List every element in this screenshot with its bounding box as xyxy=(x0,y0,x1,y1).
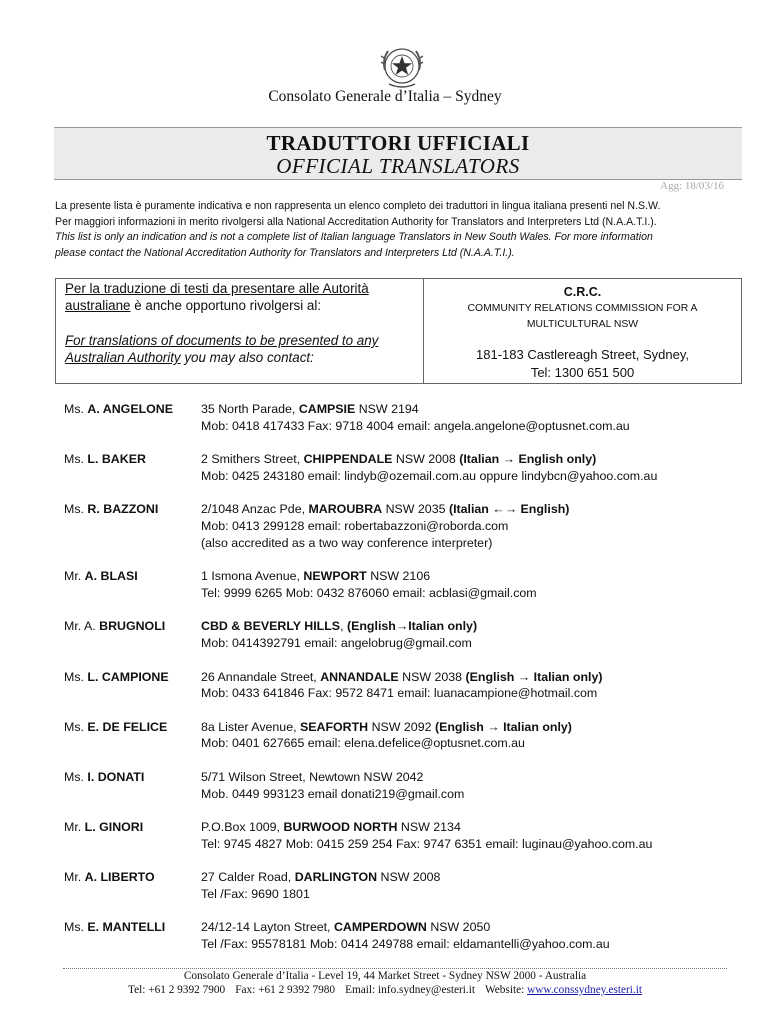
translator-address xyxy=(201,869,754,886)
translator-surname: L. GINORI xyxy=(84,820,144,835)
translator-entry xyxy=(64,401,754,434)
translator-name xyxy=(64,719,200,736)
title-banner xyxy=(54,127,742,180)
translator-surname: L. CAMPIONE xyxy=(87,669,169,684)
footer-address: Consolato Generale d’Italia - Level 19, 44 Market Street - Sydney NSW 2000 - Australia xyxy=(183,970,587,982)
translator-details xyxy=(201,501,754,551)
language-direction: (English → Italian only) xyxy=(434,719,572,734)
translator-address xyxy=(201,719,754,736)
footer-website-label: Website: xyxy=(485,984,525,996)
translator-contacts: Tel: 9999 6265 Mob: 0432 876060 email: acblasi@gmail.com xyxy=(201,585,537,600)
translator-contacts: Tel: 9745 4827 Mob: 0415 259 254 Fax: 9747 6351 email: luginau@yahoo.com.au xyxy=(201,836,653,851)
suburb: ANNANDALE xyxy=(320,669,399,684)
translator-details xyxy=(201,869,754,902)
note-en-line: you may also contact: xyxy=(180,350,314,365)
translator-surname: E. DE FELICE xyxy=(87,719,168,734)
postcode: NSW 2008 xyxy=(392,452,460,467)
updated-date: Agg: 18/03/16 xyxy=(660,180,724,192)
note-it-line: Per la traduzione di testi da presentare alle Autorità xyxy=(65,281,369,296)
translator-name xyxy=(64,568,200,585)
translator-details xyxy=(201,769,754,802)
suburb: CHIPPENDALE xyxy=(303,452,393,467)
translator-address xyxy=(201,501,754,518)
translator-entry xyxy=(64,769,754,802)
note-en-line: For translations of documents to be presented to any xyxy=(65,333,379,348)
crc-name-line: MULTICULTURAL NSW xyxy=(526,319,639,330)
address-text: P.O.Box 1009, xyxy=(201,820,284,835)
translator-details xyxy=(201,618,754,651)
translator-contacts: Mob: 0413 299128 email: robertabazzoni@roborda.com xyxy=(201,518,509,533)
address-text: 24/12-14 Layton Street, xyxy=(201,920,334,935)
address-text: 8a Lister Avenue, xyxy=(201,719,300,734)
translator-name xyxy=(64,669,200,686)
translator-address xyxy=(201,451,754,468)
address-text: 35 North Parade, xyxy=(201,402,299,416)
translator-title: Ms. xyxy=(64,452,88,467)
title-english: OFFICIAL TRANSLATORS xyxy=(276,154,520,178)
crc-name-line: COMMUNITY RELATIONS COMMISSION FOR A xyxy=(467,303,698,314)
translator-details xyxy=(201,401,754,434)
translator-address xyxy=(201,819,754,836)
translator-surname: A. BLASI xyxy=(84,569,138,584)
translator-title: Ms. xyxy=(64,502,88,517)
translator-address xyxy=(201,669,754,686)
suburb: CBD & BEVERLY HILLS xyxy=(201,619,341,634)
suburb: NEWPORT xyxy=(303,569,367,584)
translator-contacts: Mob: 0414392791 email: angelobrug@gmail.com xyxy=(201,635,472,650)
translator-title: Ms. xyxy=(64,769,88,784)
translator-entry xyxy=(64,618,754,651)
translator-note: (also accredited as a two way conference interpreter) xyxy=(201,535,493,550)
translator-entry xyxy=(64,568,754,601)
translator-surname: L. BAKER xyxy=(87,452,146,467)
translator-entry xyxy=(64,669,754,702)
translator-title: Mr. A. xyxy=(64,619,100,634)
language-direction: (Italian ←→ English) xyxy=(448,502,570,517)
suburb: MAROUBRA xyxy=(308,502,383,517)
intro-line: please contact the National Accreditation Authority for Translators and Interpreters Ltd (N.A.A.T.I.). xyxy=(55,246,515,259)
translator-title: Mr. xyxy=(64,870,85,885)
intro-line: La presente lista è puramente indicativa e non rappresenta un elenco completo dei traduttori in lingua italiana presenti nel N.S.W. xyxy=(55,200,661,212)
language-direction: (English→Italian only) xyxy=(346,619,478,634)
footer-contacts xyxy=(0,984,770,996)
translator-entry xyxy=(64,919,754,952)
crc-full-name xyxy=(424,301,741,333)
postcode: NSW 2092 xyxy=(368,719,435,734)
postcode: NSW 2008 xyxy=(377,870,441,885)
footer-website-link[interactable]: www.conssydney.esteri.it xyxy=(527,984,643,996)
language-direction: (Italian → English only) xyxy=(459,452,597,467)
translator-surname: A. LIBERTO xyxy=(84,870,155,885)
postcode: , xyxy=(340,619,347,634)
translator-details xyxy=(201,568,754,601)
translator-surname: R. BAZZONI xyxy=(87,502,159,517)
address-text: 5/71 Wilson Street, Newtown NSW 2042 xyxy=(201,769,424,784)
consulate-name: Consolato Generale d’Italia – Sydney xyxy=(268,88,502,105)
translator-title: Ms. xyxy=(64,719,88,734)
translator-title: Mr. xyxy=(64,820,85,835)
translator-name xyxy=(64,401,200,418)
footer-tel: Tel: +61 2 9392 7900 xyxy=(127,984,226,996)
translator-contacts: Mob: 0433 641846 Fax: 9572 8471 email: luanacampione@hotmail.com xyxy=(201,686,598,701)
crc-acronym: C.R.C. xyxy=(563,285,602,299)
suburb: DARLINGTON xyxy=(294,870,378,885)
translator-surname: A. ANGELONE xyxy=(87,402,173,416)
postcode: NSW 2134 xyxy=(397,820,461,835)
postcode: NSW 2106 xyxy=(366,569,431,584)
crc-street: 181-183 Castlereagh Street, Sydney, xyxy=(476,347,689,362)
address-text: 2/1048 Anzac Pde, xyxy=(201,502,309,517)
translator-name xyxy=(64,769,200,786)
translator-surname: I. DONATI xyxy=(87,769,145,784)
translator-contacts: Mob. 0449 993123 email donati219@gmail.com xyxy=(201,786,465,801)
postcode: NSW 2194 xyxy=(355,402,419,416)
translator-address xyxy=(201,919,754,936)
italian-republic-emblem-icon xyxy=(376,42,428,92)
address-text: 1 Ismona Avenue, xyxy=(201,569,304,584)
crc-note xyxy=(56,279,424,383)
translator-title: Ms. xyxy=(64,402,88,416)
translator-contacts: Mob: 0401 627665 email: elena.defelice@optusnet.com.au xyxy=(201,736,525,751)
translator-address xyxy=(201,618,754,635)
postcode: NSW 2035 xyxy=(382,502,449,517)
suburb: BURWOOD NORTH xyxy=(283,820,398,835)
footer-fax: Fax: +61 2 9392 7980 xyxy=(235,984,336,996)
note-it-line: australiane xyxy=(65,298,131,313)
postcode: NSW 2038 xyxy=(398,669,466,684)
translator-surname: E. MANTELLI xyxy=(87,920,166,935)
translator-contacts: Mob: 0425 243180 email: lindyb@ozemail.com.au oppure lindybcn@yahoo.com.au xyxy=(201,468,658,483)
translator-name xyxy=(64,819,200,836)
translator-details xyxy=(201,451,754,484)
translator-name xyxy=(64,869,200,886)
translator-contacts: Mob: 0418 417433 Fax: 9718 4004 email: angela.angelone@optusnet.com.au xyxy=(201,418,630,433)
translator-name xyxy=(64,501,200,518)
address-text: 26 Annandale Street, xyxy=(201,669,321,684)
note-it-line: è anche opportuno rivolgersi al: xyxy=(130,298,322,313)
translator-title: Ms. xyxy=(64,920,88,935)
address-text: 2 Smithers Street, xyxy=(201,452,304,467)
translator-details xyxy=(201,669,754,702)
footer-divider xyxy=(63,968,727,969)
translator-address xyxy=(201,401,754,418)
intro-text xyxy=(55,199,755,261)
language-direction: (English → Italian only) xyxy=(465,669,603,684)
translator-address xyxy=(201,769,754,786)
note-en-line: Australian Authority xyxy=(65,350,181,365)
translator-contacts: Tel /Fax: 95578181 Mob: 0414 249788 email: eldamantelli@yahoo.com.au xyxy=(201,937,610,952)
translator-entry xyxy=(64,501,754,551)
translator-entry xyxy=(64,869,754,902)
crc-phone: Tel: 1300 651 500 xyxy=(530,365,635,380)
title-italian: TRADUTTORI UFFICIALI xyxy=(266,131,530,155)
translator-title: Ms. xyxy=(64,669,88,684)
translator-list xyxy=(64,401,754,970)
translator-details xyxy=(201,919,754,952)
crc-address xyxy=(424,346,741,382)
translator-details xyxy=(201,819,754,852)
intro-line: This list is only an indication and is not a complete list of Italian language Translators in New South Wales. For more information xyxy=(55,231,653,244)
footer-email: Email: info.sydney@esteri.it xyxy=(345,984,476,996)
translator-details xyxy=(201,719,754,752)
translator-address xyxy=(201,568,754,585)
crc-contact xyxy=(424,279,741,383)
intro-line: Per maggiori informazioni in merito rivolgersi alla National Accreditation Authority for Translators and Interpreters Ltd (N.A.A.T.I.). xyxy=(55,215,657,228)
translator-title: Mr. xyxy=(64,569,85,584)
address-text: 27 Calder Road, xyxy=(201,870,295,885)
translator-contacts: Tel /Fax: 9690 1801 xyxy=(201,886,310,901)
suburb: SEAFORTH xyxy=(299,719,369,734)
suburb: CAMPSIE xyxy=(298,402,356,416)
translator-name xyxy=(64,451,200,468)
translator-name xyxy=(64,618,200,635)
translator-entry xyxy=(64,819,754,852)
crc-info-box xyxy=(55,278,742,384)
translator-surname: BRUGNOLI xyxy=(99,619,166,634)
postcode: NSW 2050 xyxy=(426,920,491,935)
translator-entry xyxy=(64,719,754,752)
suburb: CAMPERDOWN xyxy=(333,920,427,935)
translator-entry xyxy=(64,451,754,484)
translator-name xyxy=(64,919,200,936)
